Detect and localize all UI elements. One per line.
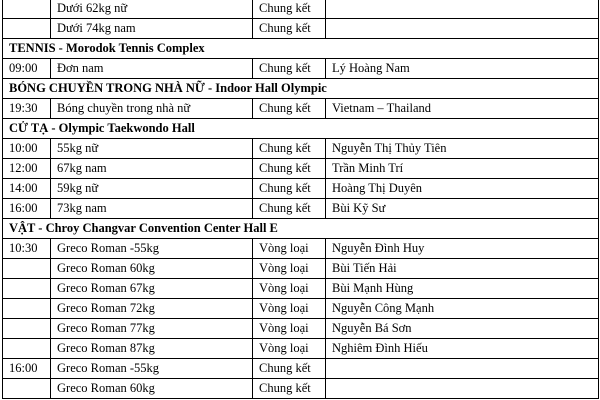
round-cell: Chung kết xyxy=(253,139,326,159)
schedule-table xyxy=(2,0,599,399)
athlete-cell: Nguyễn Thị Thủy Tiên xyxy=(326,139,599,159)
athlete-cell: Hoàng Thị Duyên xyxy=(326,179,599,199)
round-cell: Chung kết xyxy=(253,159,326,179)
athlete-cell xyxy=(326,19,599,39)
section-title: BÓNG CHUYỀN TRONG NHÀ NỮ - Indoor Hall Olympic xyxy=(3,79,599,99)
table-row xyxy=(3,259,599,279)
round-cell: Chung kết xyxy=(253,99,326,119)
time-cell: 12:00 xyxy=(3,159,51,179)
table-row xyxy=(3,99,599,119)
event-cell: Dưới 74kg nam xyxy=(51,19,253,39)
table-row xyxy=(3,359,599,379)
table-row xyxy=(3,0,599,19)
round-cell: Chung kết xyxy=(253,19,326,39)
athlete-cell: Nguyễn Công Mạnh xyxy=(326,299,599,319)
event-cell: 67kg nam xyxy=(51,159,253,179)
event-cell: Greco Roman 87kg xyxy=(51,339,253,359)
round-cell: Vòng loại xyxy=(253,339,326,359)
athlete-cell xyxy=(326,0,599,19)
event-cell: Greco Roman 60kg xyxy=(51,259,253,279)
event-cell: Bóng chuyền trong nhà nữ xyxy=(51,99,253,119)
athlete-cell: Bùi Mạnh Hùng xyxy=(326,279,599,299)
event-cell: 55kg nữ xyxy=(51,139,253,159)
section-header-row xyxy=(3,219,599,239)
section-title: CỬ TẠ - Olympic Taekwondo Hall xyxy=(3,119,599,139)
time-cell xyxy=(3,279,51,299)
event-cell: Greco Roman -55kg xyxy=(51,239,253,259)
athlete-cell: Lý Hoàng Nam xyxy=(326,59,599,79)
event-cell: 73kg nam xyxy=(51,199,253,219)
time-cell xyxy=(3,19,51,39)
time-cell: 09:00 xyxy=(3,59,51,79)
table-row xyxy=(3,59,599,79)
table-row xyxy=(3,319,599,339)
schedule-body xyxy=(3,0,599,399)
round-cell: Chung kết xyxy=(253,0,326,19)
athlete-cell xyxy=(326,359,599,379)
table-row xyxy=(3,139,599,159)
athlete-cell: Nghiêm Đình Hiếu xyxy=(326,339,599,359)
time-cell xyxy=(3,259,51,279)
time-cell xyxy=(3,379,51,399)
athlete-cell: Trần Minh Trí xyxy=(326,159,599,179)
time-cell: 16:00 xyxy=(3,359,51,379)
section-header-row xyxy=(3,119,599,139)
athlete-cell: Vietnam – Thailand xyxy=(326,99,599,119)
table-row xyxy=(3,239,599,259)
event-cell: 59kg nữ xyxy=(51,179,253,199)
round-cell: Chung kết xyxy=(253,179,326,199)
table-row xyxy=(3,279,599,299)
time-cell xyxy=(3,319,51,339)
athlete-cell: Nguyễn Bá Sơn xyxy=(326,319,599,339)
event-cell: Greco Roman -55kg xyxy=(51,359,253,379)
round-cell: Chung kết xyxy=(253,199,326,219)
event-cell: Greco Roman 67kg xyxy=(51,279,253,299)
table-row xyxy=(3,339,599,359)
section-header-row xyxy=(3,79,599,99)
event-cell: Dưới 62kg nữ xyxy=(51,0,253,19)
table-row xyxy=(3,299,599,319)
time-cell xyxy=(3,299,51,319)
time-cell: 16:00 xyxy=(3,199,51,219)
section-title: TENNIS - Morodok Tennis Complex xyxy=(3,39,599,59)
section-header-row xyxy=(3,39,599,59)
table-row xyxy=(3,159,599,179)
athlete-cell: Bùi Tiến Hải xyxy=(326,259,599,279)
table-row xyxy=(3,199,599,219)
time-cell xyxy=(3,0,51,19)
round-cell: Chung kết xyxy=(253,359,326,379)
event-cell: Greco Roman 72kg xyxy=(51,299,253,319)
round-cell: Vòng loại xyxy=(253,239,326,259)
time-cell: 19:30 xyxy=(3,99,51,119)
athlete-cell xyxy=(326,379,599,399)
event-cell: Đơn nam xyxy=(51,59,253,79)
table-row xyxy=(3,179,599,199)
round-cell: Chung kết xyxy=(253,59,326,79)
round-cell: Vòng loại xyxy=(253,259,326,279)
time-cell: 14:00 xyxy=(3,179,51,199)
table-row xyxy=(3,19,599,39)
round-cell: Vòng loại xyxy=(253,319,326,339)
athlete-cell: Bùi Kỹ Sư xyxy=(326,199,599,219)
time-cell: 10:30 xyxy=(3,239,51,259)
section-title: VẬT - Chroy Changvar Convention Center Hall E xyxy=(3,219,599,239)
time-cell: 10:00 xyxy=(3,139,51,159)
round-cell: Vòng loại xyxy=(253,279,326,299)
round-cell: Chung kết xyxy=(253,379,326,399)
time-cell xyxy=(3,339,51,359)
event-cell: Greco Roman 77kg xyxy=(51,319,253,339)
athlete-cell: Nguyễn Đình Huy xyxy=(326,239,599,259)
event-cell: Greco Roman 60kg xyxy=(51,379,253,399)
table-row xyxy=(3,379,599,399)
round-cell: Vòng loại xyxy=(253,299,326,319)
